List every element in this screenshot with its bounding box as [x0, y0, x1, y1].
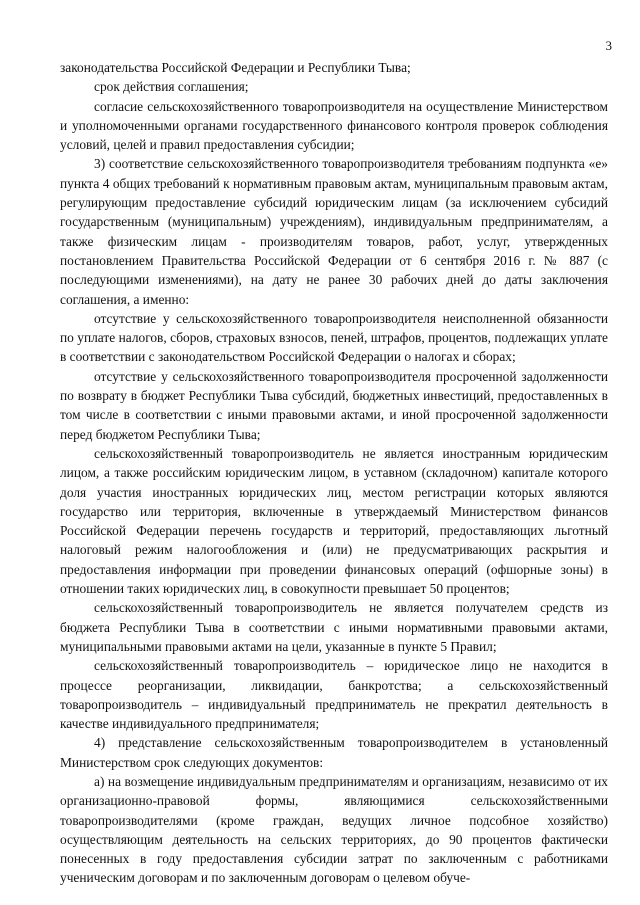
page-number: 3 — [605, 38, 612, 53]
paragraph: отсутствие у сельскохозяйственного товаропроизводителя неисполненной обязанности по уплате налогов, сборов, страховых взносов, пеней, штрафов, процентов, подлежащих уплате в соответствии с законодательством Российской Федерации о налогах и сборах; — [60, 310, 608, 365]
paragraph: сельскохозяйственный товаропроизводитель не является иностранным юридическим лицом, а также российским юридическим лицом, в уставном (складочном) капитале которого доля участия иностранных юридических лиц, местом регистрации которых являются государство или территория, включенные в утверждаемый Министерством финансов Российской Федерации перечень государств и территорий, предоставляющих льготный налоговый режим налогообложения и (или) не предусматривающих раскрытия и предоставления информации при проведении финансовых операций (офшорные зоны) в отношении таких юридических лиц, в совокупности превышает 50 процентов; — [60, 445, 608, 597]
paragraph: 3) соответствие сельскохозяйственного товаропроизводителя требованиям подпункта «е» пункта 4 общих требований к нормативным правовым актам, муниципальным правовым актам, регулирующим предоставление субсидий юридическим лицам (за исключением субсидий государственным (муниципальным) учреждениям), индивидуальным предпринимателям, а также физическим лицам - производителям товаров, работ, услуг, утвержденных постановлением Правительства Российской Федерации от 6 сентября 2016 г. № 887 (с последующими изменениями), на дату не ранее 30 рабочих дней до даты заключения соглашения, а именно: — [60, 156, 608, 307]
paragraph: 4) представление сельскохозяйственным товаропроизводителем в установленный Министерством срок следующих документов: — [60, 735, 608, 770]
paragraph: срок действия соглашения; — [94, 79, 249, 95]
paragraph: отсутствие у сельскохозяйственного товаропроизводителя просроченной задолженности по возврату в бюджет Республики Тыва субсидий, бюджетных инвестиций, предоставленных в том числе в соответствии с иными правовыми актами, и иной просроченной задолженности перед бюджетом Республики Тыва; — [60, 368, 608, 442]
paragraph: а) на возмещение индивидуальным предпринимателям и организациям, независимо от их организационно-правовой формы, являющимися сельскохозяйственными товаропроизводителями (кроме граждан, ведущих личное подсобное хозяйство) осуществляющим деятельность на сельских территориях, до 90 процентов фактически понесенных в году предоставления субсидии затрат по заключенным с работниками ученическим договорам и по заключенным договорам о целевом обуче- — [60, 773, 608, 886]
paragraph: законодательства Российской Федерации и Республики Тыва; — [60, 60, 411, 75]
document-body — [60, 58, 608, 888]
paragraph: согласие сельскохозяйственного товаропроизводителя на осуществление Министерством и уполномоченными органами государственного финансового контроля проверок соблюдения условий, целей и правил предоставления субсидии; — [60, 98, 608, 153]
paragraph: сельскохозяйственный товаропроизводитель – юридическое лицо не находится в процессе реорганизации, ликвидации, банкротства; а сельскохозяйственный товаропроизводитель – индивидуальный предприниматель не прекратил деятельность в качестве индивидуального предпринимателя; — [60, 658, 608, 732]
paragraph: сельскохозяйственный товаропроизводитель не является получателем средств из бюджета Республики Тыва в соответствии с иными нормативными правовыми актами, муниципальными правовыми актами на цели, указанные в пункте 5 Правил; — [60, 600, 608, 654]
